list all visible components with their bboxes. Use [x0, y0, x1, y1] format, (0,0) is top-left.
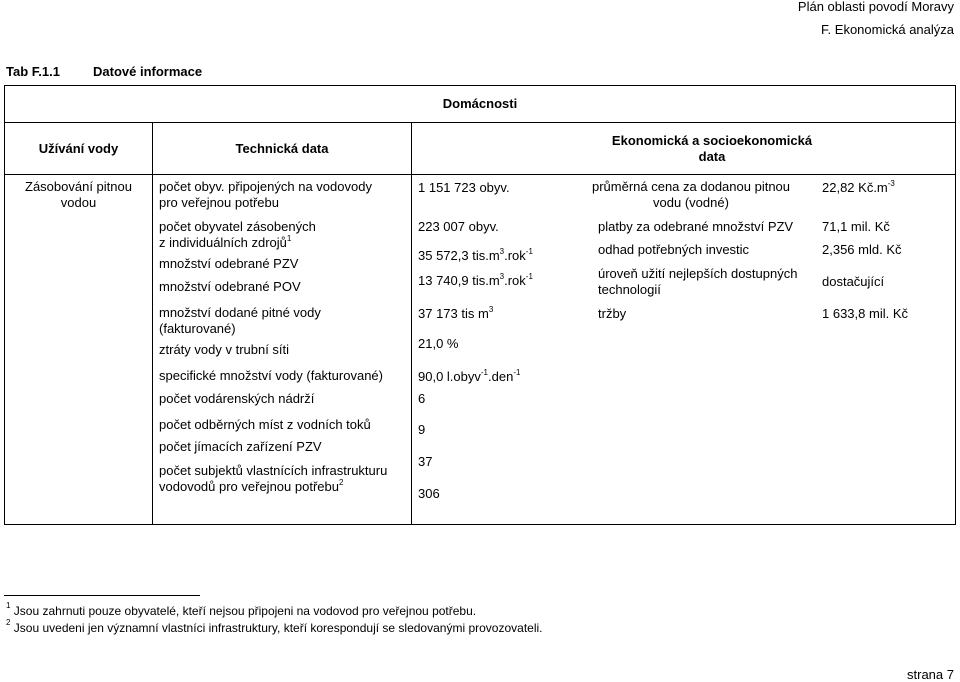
econ-value-cena-exp: -3: [887, 178, 895, 188]
tech-label-dodana-voda-line1: množství dodané pitné vody: [159, 305, 321, 320]
econ-label-technologie: [598, 266, 797, 298]
tech-label-subjekty-line2: [159, 479, 387, 495]
footnote-1: [6, 603, 476, 619]
econ-value-trzby: 1 633,8 mil. Kč: [822, 306, 908, 321]
econ-label-cena-line2: vodu (vodné): [653, 195, 729, 210]
econ-label-cena: [571, 179, 811, 211]
value-nadrze: 6: [418, 391, 426, 406]
value-dodana-voda: [418, 306, 493, 322]
group-header-domacnosti: Domácnosti: [442, 96, 518, 111]
econ-value-cena-number: 22,82 Kč.m: [822, 180, 888, 195]
tech-label-jimaci-zarizeni: počet jímacích zařízení PZV: [159, 439, 322, 454]
value-dodana-voda-number: 37 173 tis m: [418, 306, 489, 321]
econ-value-technologie: dostačující: [822, 274, 885, 289]
tech-label-pripojeni: [159, 179, 372, 211]
econ-value-platby: 71,1 mil. Kč: [822, 219, 890, 234]
value-pov-unit: .rok: [504, 273, 526, 288]
rule-col-1: [152, 122, 153, 524]
tech-label-odberna-mista: počet odběrných míst z vodních toků: [159, 417, 371, 432]
value-pzv-unit-exp: -1: [525, 246, 533, 256]
tech-label-pzv: množství odebrané PZV: [159, 256, 299, 271]
tech-label-ztraty: ztráty vody v trubní síti: [159, 342, 290, 357]
footnote-2-mark: 2: [6, 618, 11, 627]
data-table: [4, 85, 956, 525]
tech-label-individualni-line1: počet obyvatel zásobených: [159, 219, 316, 234]
econ-label-technologie-line1: úroveň užití nejlepších dostupných: [598, 266, 798, 281]
footnote-1-mark: 1: [6, 601, 11, 610]
value-pripojeni: 1 151 723 obyv.: [418, 180, 510, 195]
econ-label-investice: odhad potřebných investic: [598, 242, 750, 257]
value-dodana-voda-exp: 3: [488, 304, 494, 314]
tech-label-specificke-mnozstvi: specifické množství vody (fakturované): [159, 368, 383, 383]
tech-label-pripojeni-line1: počet obyv. připojených na vodovody: [159, 179, 372, 194]
row-label-zasobovani: [5, 179, 152, 211]
econ-label-cena-line1: průměrná cena za dodanou pitnou: [591, 179, 791, 194]
rule-group-header: [5, 122, 955, 123]
econ-label-platby: platby za odebrané množství PZV: [598, 219, 794, 234]
value-spec-number: 90,0 l.obyv: [418, 369, 481, 384]
tech-label-individualni-line2: [159, 235, 316, 251]
page-number: strana 7: [907, 667, 954, 682]
rule-col-2: [411, 122, 412, 524]
econ-value-cena: [822, 180, 895, 196]
table-caption: [6, 64, 203, 79]
header-section-title: F. Ekonomická analýza: [821, 22, 954, 37]
footnote-ref-1: 1: [286, 233, 292, 243]
value-pzv-exp: 3: [499, 246, 505, 256]
footnote-ref-2: 2: [338, 477, 344, 487]
tech-label-subjekty: [159, 463, 387, 495]
value-subjekty: 306: [418, 486, 440, 501]
value-ztraty: 21,0 %: [418, 336, 459, 351]
value-odberna-mista: 9: [418, 422, 426, 437]
value-specificke-mnozstvi: [418, 369, 520, 385]
rule-column-header: [5, 174, 955, 175]
value-pzv-number: 35 572,3 tis.m: [418, 248, 500, 263]
header-document-title: Plán oblasti povodí Moravy: [797, 0, 954, 14]
value-pzv-unit: .rok: [504, 248, 526, 263]
tech-label-pov: množství odebrané POV: [159, 279, 301, 294]
tech-label-dodana-voda: [159, 305, 321, 337]
footnote-1-text: Jsou zahrnuti pouze obyvatelé, kteří nejsou připojeni na vodovod pro veřejnou potřebu.: [13, 604, 477, 618]
value-spec-exp: -1: [480, 367, 488, 377]
value-spec-unit-exp: -1: [513, 367, 521, 377]
row-label-line2: vodou: [60, 195, 97, 210]
tech-label-individualni-text: z individuálních zdrojů: [159, 235, 287, 250]
value-pov: [418, 273, 533, 289]
value-pov-number: 13 740,9 tis.m: [418, 273, 500, 288]
tech-label-dodana-voda-line2: (fakturované): [159, 321, 236, 336]
row-label-line1: Zásobování pitnou: [25, 179, 132, 194]
value-pov-unit-exp: -1: [525, 271, 533, 281]
econ-label-trzby: tržby: [598, 306, 627, 321]
column-header-ekonomicka-data: [543, 133, 881, 165]
tech-label-nadrze: počet vodárenských nádrží: [159, 391, 315, 406]
value-pov-exp: 3: [499, 271, 505, 281]
value-jimaci-zarizeni: 37: [418, 454, 433, 469]
tech-label-individualni: [159, 219, 316, 251]
column-header-technicka-data: Technická data: [235, 141, 329, 156]
econ-value-investice: 2,356 mld. Kč: [822, 242, 902, 257]
value-spec-unit: .den: [488, 369, 514, 384]
tech-label-subjekty-line1: počet subjektů vlastnících infrastrukturu: [159, 463, 388, 478]
table-caption-label: Tab F.1.1: [6, 64, 60, 79]
footnote-2-text: Jsou uvedeni jen významní vlastníci infrastruktury, kteří korespondují se sledovanými provozovateli.: [13, 621, 543, 635]
footnote-2: [6, 620, 543, 636]
table-caption-title: Datové informace: [93, 64, 203, 79]
value-individualni: 223 007 obyv.: [418, 219, 499, 234]
footnote-separator: [4, 595, 200, 596]
column-header-ekonomicka-line2: data: [698, 149, 726, 164]
column-header-uzivani-vody: Užívání vody: [38, 141, 119, 156]
econ-label-technologie-line2: technologií: [598, 282, 661, 297]
value-pzv: [418, 248, 533, 264]
tech-label-pripojeni-line2: pro veřejnou potřebu: [159, 195, 279, 210]
tech-label-subjekty-text: vodovodů pro veřejnou potřebu: [159, 479, 339, 494]
column-header-ekonomicka-line1: Ekonomická a socioekonomická: [611, 133, 813, 148]
